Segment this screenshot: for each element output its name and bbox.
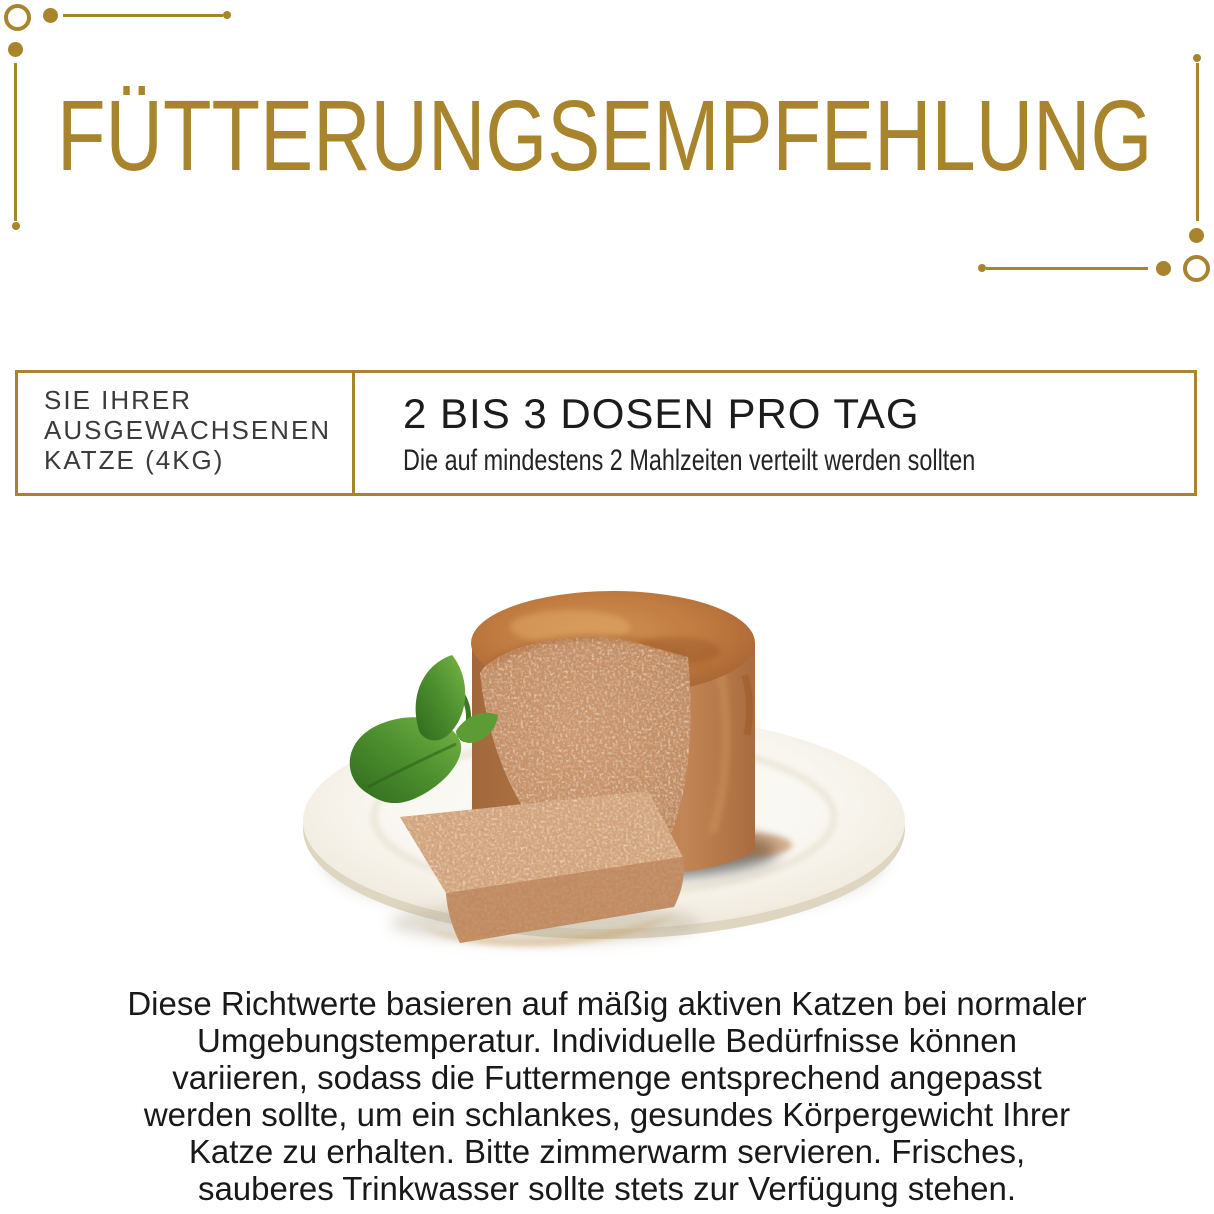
ornament-dot-icon [1189,228,1204,243]
audience-line: SIE IHRER [44,385,193,415]
dosage-headline: 2 BIS 3 DOSEN PRO TAG [403,390,920,437]
audience-label [44,385,331,475]
footnote-line: Katze zu erhalten. Bitte zimmerwarm servieren. Frisches, [188,1133,1026,1170]
footnote-line: sauberes Trinkwasser sollte stets zur Verfügung stehen. [197,1170,1017,1207]
ornament-horizontal-line [986,267,1148,270]
footnote-line: variieren, sodass die Futtermenge entsprechend angepasst [172,1059,1042,1096]
footnote-line: Umgebungstemperatur. Individuelle Bedürfnisse können [196,1022,1017,1059]
ornament-dot-icon [43,8,58,23]
audience-line: AUSGEWACHSENEN [44,415,332,445]
ornament-end-dot-icon [12,222,20,230]
ornament-end-dot-icon [223,11,231,19]
audience-line: KATZE (4KG) [44,445,225,475]
ornament-vertical-line [14,63,17,221]
product-photo [250,555,960,975]
footnote-line: Diese Richtwerte basieren auf mäßig aktiven Katzen bei normaler [127,985,1087,1022]
ornament-dot-icon [1156,261,1171,276]
ornament-horizontal-line [63,14,223,17]
ornament-ring-icon [1183,255,1210,282]
ornament-end-dot-icon [978,264,986,272]
ornament-end-dot-icon [1193,54,1201,62]
ornament-vertical-line [1196,63,1199,221]
panel-divider [352,373,355,493]
page-title: FÜTTERUNGSEMPFEHLUNG [57,80,1153,192]
feeding-recommendation-panel [15,370,1197,496]
ornament-ring-icon [4,4,31,31]
dosage-info [403,391,1137,478]
footnote-paragraph [0,985,1214,1207]
dosage-subline: Die auf mindestens 2 Mahlzeiten verteilt werden sollten [403,444,976,477]
ornament-dot-icon [8,42,23,57]
footnote-line: werden sollte, um ein schlankes, gesundes Körpergewicht Ihrer [143,1096,1071,1133]
